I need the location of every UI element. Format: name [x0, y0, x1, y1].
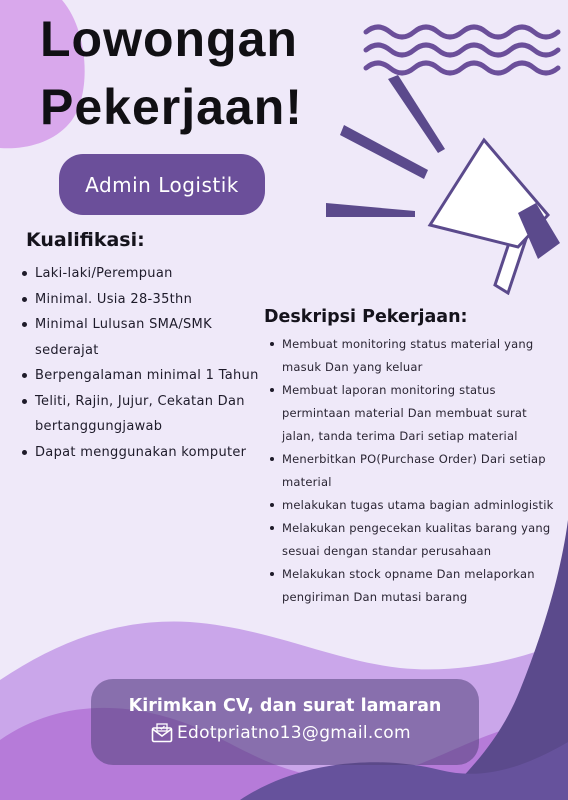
list-item: Teliti, Rajin, Jujur, Cekatan Dan bertanggungjawab — [22, 389, 262, 440]
list-item: Membuat laporan monitoring status permintaan material Dan membuat surat jalan, tanda terima Dari setiap material — [270, 379, 560, 448]
cta-text: Kirimkan CV, dan surat lamaran — [128, 696, 442, 716]
list-item: melakukan tugas utama bagian adminlogistik — [270, 494, 560, 517]
list-item: Laki-laki/Perempuan — [22, 261, 262, 287]
qualifications-heading: Kualifikasi: — [26, 229, 145, 251]
title-line-1: Lowongan — [40, 11, 298, 67]
qualifications-list — [22, 261, 262, 465]
list-item: Membuat monitoring status material yang masuk Dan yang keluar — [270, 333, 560, 379]
megaphone-icon — [320, 75, 568, 295]
list-item: Minimal Lulusan SMA/SMK sederajat — [22, 312, 262, 363]
position-label: Admin Logistik — [85, 172, 239, 197]
list-item: Berpengalaman minimal 1 Tahun — [22, 363, 262, 389]
title-line-2: Pekerjaan! — [40, 79, 303, 135]
description-list — [270, 333, 560, 609]
position-badge — [59, 154, 265, 215]
description-heading: Deskripsi Pekerjaan: — [264, 307, 468, 327]
list-item: Minimal. Usia 28-35thn — [22, 287, 262, 313]
email-icon — [151, 723, 173, 743]
list-item: Melakukan stock opname Dan melaporkan pengiriman Dan mutasi barang — [270, 563, 560, 609]
list-item: Dapat menggunakan komputer — [22, 440, 262, 466]
cta-email-row[interactable] — [151, 723, 411, 743]
cta-box — [91, 679, 479, 765]
list-item: Menerbitkan PO(Purchase Order) Dari setiap material — [270, 448, 560, 494]
email-address[interactable]: Edotpriatno13@gmail.com — [177, 723, 411, 743]
list-item: Melakukan pengecekan kualitas barang yang sesuai dengan standar perusahaan — [270, 517, 560, 563]
